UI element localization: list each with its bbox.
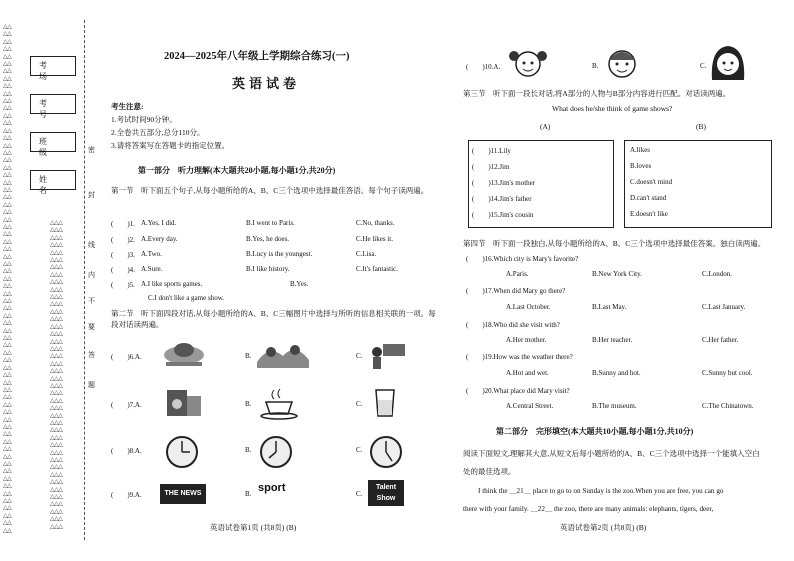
part2-title: 第二部分 完形填空(本大题共10小题,每小题1分,共10分) [496,427,694,436]
question-16: ( )16.Which city is Mary's favorite? [466,255,579,263]
match-a-item: ( )15.Jim's cousin [472,211,534,219]
question-18-a: A.Her mother. [506,336,547,344]
question-3-a: A.Two. [141,250,162,258]
news-logo-image: THE NEWS [160,484,206,504]
question-8-c: C. [356,446,363,454]
clock-icon [368,434,404,470]
glass-image [370,386,400,420]
binding-char: 要 [88,323,95,331]
part2-instruction-cont: 处的最佳选项。 [463,467,516,476]
coffee-cup-image [258,386,302,420]
juice-box-image [163,384,205,420]
question-6-b: B. [245,352,252,360]
question-20-b: B.The museum. [592,402,637,410]
match-a-item: ( )11.Lily [472,147,511,155]
note-item: 3.请将答案写在答题卡的指定位置。 [111,141,230,150]
passage-line: there with your family. ＿22＿ the zoo, there are many animals: elephants, tigers, deer, [463,505,714,513]
question-16-a: A.Paris. [506,270,529,278]
binding-char: 不 [88,297,95,305]
class-field[interactable]: 班 级 [30,132,76,152]
notes-heading: 考生注意: [111,102,144,111]
binding-char: 密 [88,146,95,154]
question-19-c: C.Sunny but cool. [702,369,753,377]
column-b-heading: (B) [696,122,706,131]
question-7-b: B. [245,400,252,408]
boy-face-image [600,42,644,82]
question-4-b: B.I like history. [246,265,290,273]
note-item: 2.全卷共五部分,总分110分。 [111,128,205,137]
page-footer-left: 英语试卷第1页 (共8页) (B) [210,523,297,532]
binding-strip [0,0,96,561]
question-10-c: C. [700,62,707,70]
woman-face-image [706,42,750,84]
binding-line [84,20,85,540]
question-9-c: C. [356,490,363,498]
question-18-b: B.Her teacher. [592,336,633,344]
question-5-a: A.I like sports games. [141,280,203,288]
animals-image [255,340,311,370]
question-16-b: B.New York City. [592,270,642,278]
reading-person-image [365,338,409,372]
match-b-item: D.can't stand [630,194,667,202]
match-a-item: ( )13.Jim's mother [472,179,536,187]
section1-instruction: 第一节 听下面五个句子,从每小题所给的A、B、C三个选项中选择最佳答语。每个句子读两遍。 [111,186,429,195]
question-17-a: A.Last October. [506,303,551,311]
passage-line: I think the ＿21＿ place to go to on Sunday is the zoo.When you are free, you can go [478,487,724,495]
question-1-c: C.No, thanks. [356,219,395,227]
question-5-c: C.I don't like a game show. [148,294,225,302]
clock-icon [164,434,200,470]
binding-char: 内 [88,271,95,279]
exam-subtitle: 英语试卷 [232,76,301,91]
match-b-item: A.likes [630,146,651,154]
question-2-num: ( )2. [111,236,135,244]
part1-title: 第一部分 听力理解(本大题共20小题,每小题1分,共20分) [138,166,336,175]
question-19-a: A.Hot and wet. [506,369,549,377]
sport-logo-image: sport [258,482,286,494]
binding-char: 题 [88,381,95,389]
binding-char: 线 [88,241,95,249]
question-18-c: C.Her father. [702,336,739,344]
question-6-num: ( )6.A. [111,353,142,361]
question-1-b: B.I went to Paris. [246,219,295,227]
question-18: ( )18.Who did she visit with? [466,321,560,329]
triangle-pattern: △△△ △△△ △△△ △△△ △△△ △△△ △△△ △△△ △△△ △△△ △△△ △△△ △△△ △△△ △△△ △△△ △△△ △△△ △△△ △△△ △△△ △△△ △△△ △△△ △△△ △△△ △△△ △△△ △△△ △△△ △△△ △△△ △△△ △△△ △△△ △△△ △△△ △△△ △△△ △△△ △△△ △△△ [50,220,63,530]
section2-instruction: 第二节 听下面四段对话,从每小题所给的A、B、C三幅图片中选择与所听的信息相关联的一项。每段对话读两遍。 [111,309,436,329]
question-2-a: A.Every day. [141,235,178,243]
part2-instruction: 阅读下面短文,理解其大意,从短文后每小题所给的A、B、C三个选项中选择一个能填入空白 [463,449,760,458]
question-2-b: B.Yes, he does. [246,235,290,243]
match-b-item: E.doesn't like [630,210,668,218]
question-7-num: ( )7.A. [111,401,142,409]
question-1-num: ( )1. [111,220,135,228]
question-2-c: C.He likes it. [356,235,393,243]
section3-instruction: 第三节 听下面一段长对话,将A部分的人物与B部分内容进行匹配。对话读两遍。 [463,89,731,98]
question-6-c: C. [356,352,363,360]
question-19: ( )19.How was the weather there? [466,353,573,361]
exam-number-field[interactable]: 考 号 [30,94,76,114]
question-10-num: ( )10.A. [466,63,501,71]
section3-question: What does he/she think of game shows? [552,104,673,113]
match-a-item: ( )14.Jim's father [472,195,532,203]
exam-room-field[interactable]: 考 场 [30,56,76,76]
question-4-c: C.It's fantastic. [356,265,398,273]
binding-char: 答 [88,351,95,359]
question-8-b: B. [245,446,252,454]
question-3-b: B.Lucy is the youngest. [246,250,313,258]
name-field[interactable]: 姓 名 [30,170,76,190]
question-4-num: ( )4. [111,266,135,274]
triangle-pattern: △△ △△ △△ △△ △△ △△ △△ △△ △△ △△ △△ △△ △△ △△ △△ △△ △△ △△ △△ △△ △△ △△ △△ △△ △△ △△ △△ △△ △△ △△ △△ △△ △△ △△ △△ △△ △△ △△ △△ △△ △△ △△ △△ △△ △△ △△ △△ △△ △△ △△ △△ △△ △△ △△ △△ △△ △△ △△ △△ △△ △△ △△ △△ △△ △△ △△ △△ △△ △△ [3,24,12,534]
question-17: ( )17.When did Mary go there? [466,287,566,295]
question-9-num: ( )9.A. [111,491,142,499]
question-3-num: ( )3. [111,251,135,259]
question-7-c: C. [356,400,363,408]
question-5-b: B.Yes. [290,280,309,288]
question-20-c: C.The Chinatown. [702,402,754,410]
match-b-item: B.loves [630,162,652,170]
question-20-a: A.Central Street. [506,402,554,410]
note-item: 1.考试时间90分钟。 [111,115,177,124]
question-10-b: B. [592,62,599,70]
question-5-num: ( )5. [111,281,135,289]
question-4-a: A.Sure. [141,265,163,273]
question-19-b: B.Sunny and hot. [592,369,641,377]
question-20: ( )20.What place did Mary visit? [466,387,570,395]
question-17-b: B.Last May. [592,303,627,311]
question-17-c: C.Last January. [702,303,746,311]
question-16-c: C.London. [702,270,732,278]
match-b-item: C.doesn't mind [630,178,673,186]
alien-ship-image [160,338,208,372]
question-8-num: ( )8.A. [111,447,142,455]
page-footer-right: 英语试卷第2页 (共8页) (B) [560,523,647,532]
question-3-c: C.Lisa. [356,250,377,258]
girl-face-image [508,44,548,84]
question-9-b: B. [245,490,252,498]
question-1-a: A.Yes, I did. [141,219,177,227]
column-a-heading: (A) [540,122,551,131]
clock-icon [258,434,294,470]
section4-instruction: 第四节 听下面一段独白,从每小题所给的A、B、C三个选项中选择最佳答案。独白读两遍。 [463,239,766,248]
talent-show-image: Talent Show [368,480,404,506]
exam-title: 2024—2025年八年级上学期综合练习(一) [164,51,350,62]
match-a-item: ( )12.Jim [472,163,510,171]
binding-char: 封 [88,191,95,199]
